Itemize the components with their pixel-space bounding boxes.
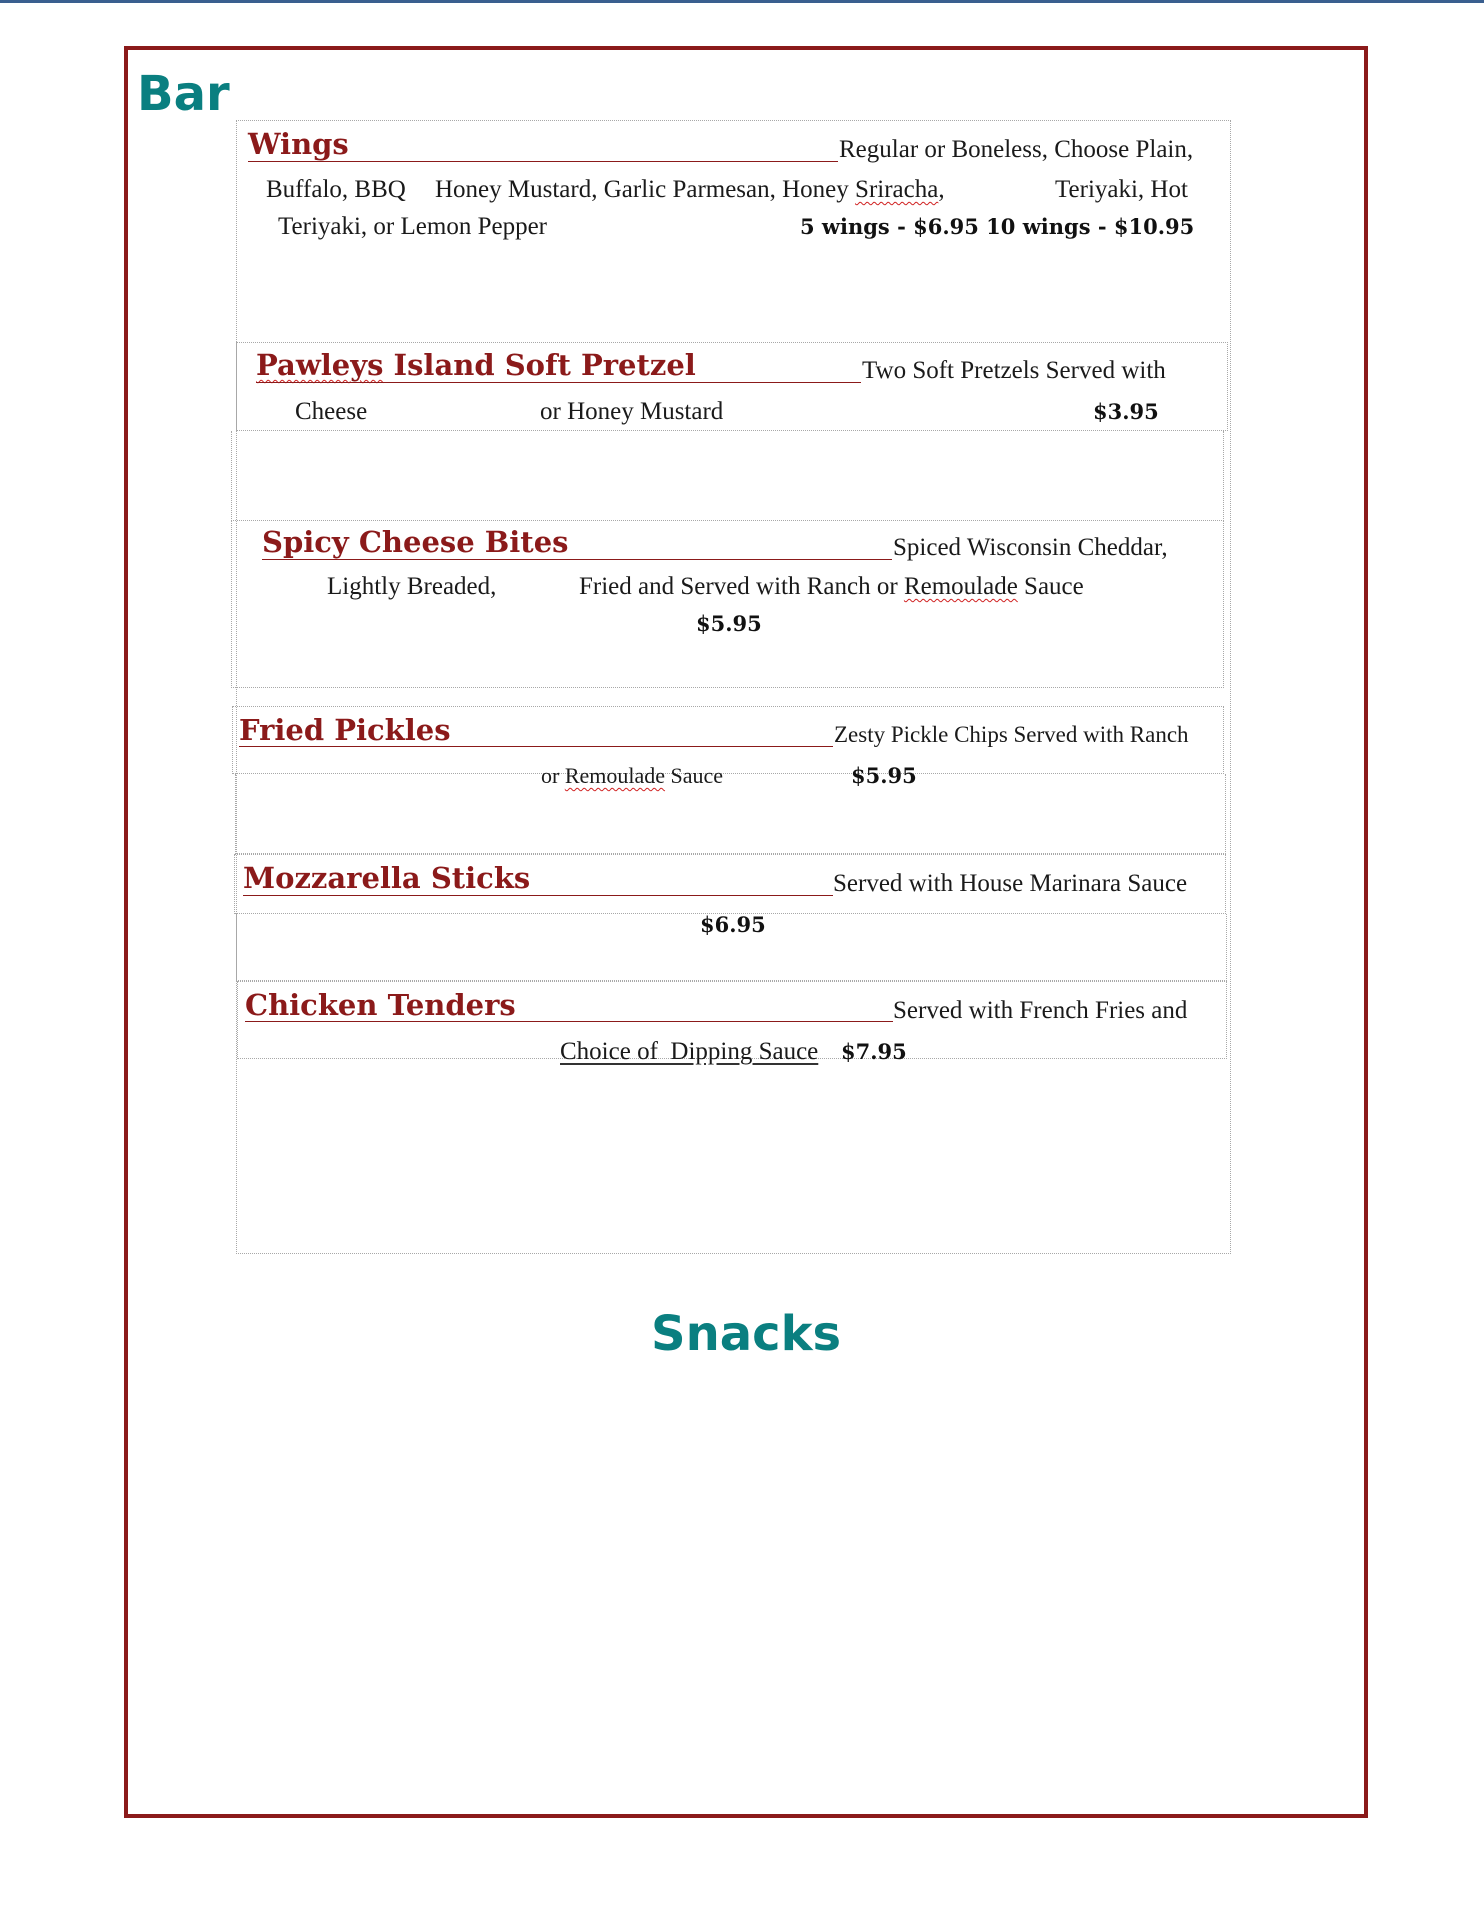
item-description: Fried and Served with Ranch or Remoulade Sauce xyxy=(579,573,1084,600)
section-title-snacks: Snacks xyxy=(651,1306,842,1362)
item-description: Regular or Boneless, Choose Plain, xyxy=(839,136,1194,163)
item-name: Fried Pickles xyxy=(239,713,451,747)
item-description: Lightly Breaded, xyxy=(327,573,497,600)
item-price: $6.95 xyxy=(700,912,766,937)
item-price: $5.95 xyxy=(851,763,917,788)
item-price: $3.95 xyxy=(1093,399,1159,424)
item-name: Chicken Tenders xyxy=(245,988,516,1022)
item-price: $5.95 xyxy=(696,611,762,636)
item-description: Honey Mustard, Garlic Parmesan, Honey Sriracha, xyxy=(435,176,945,203)
item-box xyxy=(235,774,1226,854)
item-description: Served with French Fries and xyxy=(893,997,1188,1024)
item-leader-rule xyxy=(262,559,892,560)
item-leader-rule xyxy=(243,895,833,896)
item-description: Choice of Dipping Sauce xyxy=(560,1038,819,1065)
item-leader-rule xyxy=(245,1021,893,1022)
item-name: Pawleys Island Soft Pretzel xyxy=(256,348,696,382)
item-description: Buffalo, BBQ xyxy=(266,176,406,203)
item-description: Two Soft Pretzels Served with xyxy=(862,357,1166,384)
item-description: Zesty Pickle Chips Served with Ranch xyxy=(834,722,1189,747)
item-description: Teriyaki, or Lemon Pepper xyxy=(278,213,547,240)
item-description: or Remoulade Sauce xyxy=(541,763,724,788)
item-description: Cheese xyxy=(295,398,368,425)
item-leader-rule xyxy=(239,746,833,747)
item-box xyxy=(231,431,1224,521)
item-description: Teriyaki, Hot xyxy=(1055,176,1188,203)
item-description: Served with House Marinara Sauce xyxy=(833,870,1188,897)
item-price: 5 wings - $6.95 10 wings - $10.95 xyxy=(800,214,1195,239)
item-description: Spiced Wisconsin Cheddar, xyxy=(893,534,1168,561)
item-name: Spicy Cheese Bites xyxy=(262,525,569,559)
item-leader-rule xyxy=(248,161,838,162)
item-name: Wings xyxy=(248,127,349,161)
item-leader-rule xyxy=(256,382,861,383)
item-name: Mozzarella Sticks xyxy=(243,861,531,895)
item-price: $7.95 xyxy=(841,1039,907,1064)
section-title-bar: Bar xyxy=(137,66,230,122)
top-rule xyxy=(0,0,1484,3)
item-description: or Honey Mustard xyxy=(540,398,724,425)
